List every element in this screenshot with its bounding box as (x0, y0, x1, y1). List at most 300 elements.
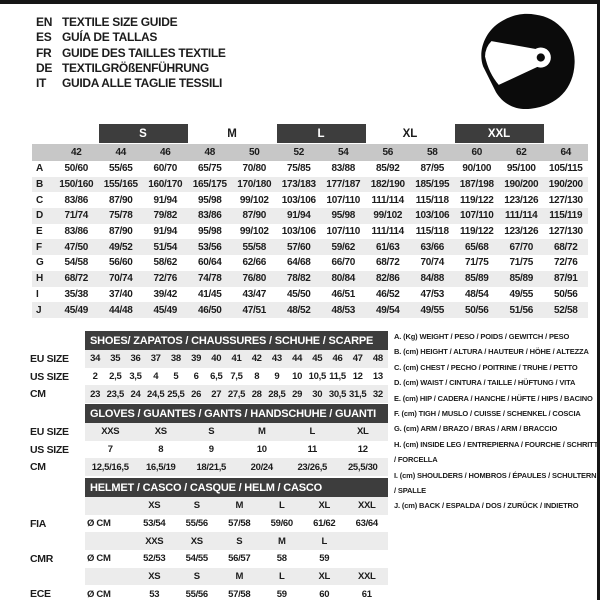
value-cell: 45/49 (153, 304, 178, 316)
value-cell: 182/190 (370, 179, 405, 191)
value-cell: 68/72 (375, 257, 400, 269)
unit-spacer (85, 532, 133, 550)
value-cell: 6,5 (210, 371, 223, 383)
measure-row (32, 208, 588, 224)
value-cell: S (208, 426, 215, 438)
value-cell: 48/52 (286, 304, 311, 316)
value-cell: 87/90 (108, 226, 133, 238)
size-cell: M (235, 571, 244, 583)
legend-item: I. (cm) SHOULDERS / HOMBROS / ÉPAULES / SCHULTERN / SPALLE (394, 470, 597, 496)
size-row (30, 458, 388, 476)
value-cell: 60 (319, 588, 330, 600)
size-col-spacer (54, 124, 99, 143)
language-text: GUIDA ALLE TAGLIE TESSILI (62, 76, 223, 91)
value-cell (346, 550, 389, 568)
value-cell: 25,5 (167, 388, 185, 400)
value-cell: 49/52 (108, 241, 133, 253)
row-label: CM (30, 461, 46, 474)
size-group-header-row (32, 124, 588, 143)
row-label: US SIZE (30, 370, 69, 383)
value-cell: 165/175 (192, 179, 227, 191)
value-cell: 45/49 (64, 304, 89, 316)
value-cell: 115/119 (549, 210, 583, 222)
value-cell: 70/80 (242, 163, 267, 175)
value-cell: 72/76 (153, 273, 178, 285)
row-label: CM (30, 388, 46, 401)
size-cell: XL (318, 571, 331, 583)
numeric-sizes-row (32, 144, 588, 161)
value-cell: XL (356, 426, 369, 438)
row-values (85, 458, 388, 476)
value-cell: 26 (191, 388, 202, 400)
value-cell: 28 (251, 388, 262, 400)
value-cell: 10,5 (308, 371, 326, 383)
value-cell: 187/198 (459, 179, 494, 191)
helmet-values (85, 515, 388, 533)
value-cell: 41/45 (197, 288, 222, 300)
value-cell: 5 (173, 371, 179, 383)
size-cell: 46 (159, 147, 171, 158)
value-cell: 87/91 (553, 273, 578, 285)
value-cell: 99/102 (239, 194, 269, 206)
value-cell: 85/89 (509, 273, 534, 285)
value-cell: 35 (110, 353, 121, 365)
shoes-section (30, 331, 388, 403)
size-cell: 44 (115, 147, 127, 158)
value-cell: 48/54 (464, 288, 489, 300)
legend-item: F. (cm) TIGH / MUSLO / CUISSE / SCHENKEL / COSCIA (394, 409, 581, 419)
value-cell: 87/95 (420, 163, 445, 175)
value-cell: XXS (101, 426, 120, 438)
page-top-border (0, 0, 600, 4)
value-cell: 170/180 (237, 179, 272, 191)
value-cell: 60/64 (197, 257, 222, 269)
value-cell: 95/98 (197, 226, 222, 238)
value-cell: 67/70 (509, 241, 534, 253)
value-cell: 75/85 (286, 163, 311, 175)
size-row (30, 350, 388, 368)
value-cell: 105/115 (549, 163, 583, 175)
value-cell: 61/62 (313, 518, 336, 530)
value-cell: 3,5 (129, 371, 142, 383)
row-label: US SIZE (30, 443, 69, 456)
value-cell: 59/60 (270, 518, 293, 530)
value-cell: 84/88 (420, 273, 445, 285)
value-cell: 115/118 (415, 194, 449, 206)
value-cell: 53/56 (197, 241, 222, 253)
measurement-legend (394, 329, 599, 514)
measure-row (32, 224, 588, 240)
value-cell: 70/74 (108, 273, 133, 285)
value-cell: 75/78 (108, 210, 133, 222)
row-letter: G (36, 257, 44, 269)
size-cell: 62 (515, 147, 527, 158)
value-cell: 83/86 (64, 194, 89, 206)
row-letter: C (36, 194, 43, 206)
value-cell: XS (154, 426, 167, 438)
helmet-size-row (30, 532, 388, 550)
value-cell: 68/72 (64, 273, 89, 285)
value-cell: 12 (352, 371, 363, 383)
value-cell: 42 (251, 353, 262, 365)
value-cell: 83/86 (197, 210, 222, 222)
size-row (30, 368, 388, 386)
value-cell: 123/126 (504, 194, 539, 206)
language-text: TEXTILGRÖßENFÜHRUNG (62, 60, 209, 75)
value-cell: 43 (271, 353, 282, 365)
size-group-xxl: XXL (455, 124, 544, 143)
size-cell: XS (148, 571, 161, 583)
standard-label: ECE (30, 588, 51, 600)
legend-item: J. (cm) BACK / ESPALDA / DOS / ZURÜCK / INDIETRO (394, 501, 579, 511)
legend-item: D. (cm) WAIST / CINTURA / TAILLE / HÜFTUNG / VITA (394, 378, 576, 388)
measure-row (32, 177, 588, 193)
size-cell: 52 (293, 147, 305, 158)
value-cell: 43/47 (242, 288, 267, 300)
size-cell: XS (148, 500, 161, 512)
language-code: IT (36, 76, 47, 91)
value-cell: 49/54 (375, 304, 400, 316)
value-cell: 24,5 (147, 388, 165, 400)
size-cell: L (278, 500, 285, 512)
value-cell: 37 (150, 353, 161, 365)
value-cell: 59/62 (331, 241, 356, 253)
size-cell: 48 (204, 147, 216, 158)
size-cell: 60 (471, 147, 483, 158)
value-cell: 47/51 (242, 304, 267, 316)
language-text: GUIDE DES TAILLES TEXTILE (62, 45, 226, 60)
value-cell: 68/72 (553, 241, 578, 253)
value-cell: 91/94 (153, 226, 178, 238)
value-cell: 12 (357, 444, 368, 456)
value-cell: 45 (312, 353, 323, 365)
language-code: EN (36, 15, 53, 29)
legend-item: C. (cm) CHEST / PECHO / POITRINE / TRUHE / PETTO (394, 362, 578, 372)
value-cell: 56/60 (108, 257, 133, 269)
size-cell: S (193, 500, 200, 512)
value-cell: 58 (276, 553, 287, 565)
value-cell: 85/92 (375, 163, 400, 175)
legend-item: B. (cm) HEIGHT / ALTURA / HAUTEUR / HÖHE / ALTEZZA (394, 347, 589, 357)
value-cell: 2,5 (109, 371, 122, 383)
value-cell: 30 (312, 388, 323, 400)
row-letter: H (36, 273, 43, 285)
value-cell: 50/56 (553, 288, 578, 300)
unit-spacer (85, 568, 133, 586)
value-cell: 53/54 (143, 518, 166, 530)
helmet-value-row (30, 515, 388, 533)
value-cell: 127/130 (548, 194, 583, 206)
size-cell: XL (318, 500, 331, 512)
size-cell (346, 532, 389, 550)
language-row (36, 46, 226, 61)
row-values (85, 350, 388, 368)
row-label: EU SIZE (30, 425, 69, 438)
value-cell: L (309, 426, 315, 438)
measure-row (32, 255, 588, 271)
legend-item: A. (Kg) WEIGHT / PESO / POIDS / GEWITCH / PESO (394, 332, 570, 341)
row-values (85, 385, 388, 403)
value-cell: 63/66 (420, 241, 445, 253)
size-group-m: M (227, 127, 237, 140)
helmet-size-row (30, 568, 388, 586)
value-cell: 34 (90, 353, 101, 365)
value-cell: 36 (130, 353, 141, 365)
value-cell: 4 (153, 371, 159, 383)
value-cell: 190/200 (504, 179, 539, 191)
value-cell: 55/56 (185, 588, 208, 600)
value-cell: 7,5 (230, 371, 243, 383)
size-cell: S (193, 571, 200, 583)
legend-item: E. (cm) HIP / CADERA / HANCHE / HÜFTE / HIPS / BACINO (394, 393, 593, 403)
value-cell: 119/122 (460, 194, 494, 206)
value-cell: 64/68 (286, 257, 311, 269)
value-cell: 63/64 (355, 518, 378, 530)
value-cell: 65/68 (464, 241, 489, 253)
value-cell: 55/58 (242, 241, 267, 253)
value-cell: 55/56 (185, 518, 208, 530)
value-cell: 40 (211, 353, 222, 365)
row-letter: E (36, 226, 43, 238)
value-cell: 103/106 (281, 226, 316, 238)
value-cell: 61 (361, 588, 372, 600)
value-cell: 60/70 (153, 163, 178, 175)
value-cell: 56/57 (228, 553, 251, 565)
measure-row (32, 302, 588, 318)
value-cell: 70/74 (420, 257, 445, 269)
helmet-sizes (85, 532, 388, 550)
language-header-list (36, 15, 226, 91)
value-cell: 99/102 (239, 226, 269, 238)
textile-table-body (32, 161, 588, 318)
value-cell: 46/52 (375, 288, 400, 300)
helmet-section-title: HELMET / CASCO / CASQUE / HELM / CASCO (85, 478, 388, 497)
value-cell: 54/55 (185, 553, 208, 565)
value-cell: 53 (149, 588, 160, 600)
value-cell: 35/38 (64, 288, 89, 300)
value-cell: 9 (274, 371, 280, 383)
row-label-spacer (30, 497, 85, 515)
value-cell: 80/84 (331, 273, 356, 285)
value-cell: 54/58 (64, 257, 89, 269)
value-cell: 95/98 (197, 194, 222, 206)
size-cell: 42 (70, 147, 82, 158)
row-label-spacer (30, 568, 85, 586)
corner-spacer (32, 124, 54, 143)
value-cell: 65/75 (197, 163, 222, 175)
row-letter: J (36, 304, 42, 316)
value-cell: 87/90 (242, 210, 267, 222)
value-cell: 58/62 (153, 257, 178, 269)
size-cell: XXL (357, 571, 376, 583)
value-cell: 55/65 (108, 163, 133, 175)
value-cell: 16,5/19 (145, 461, 176, 473)
size-cell: 54 (337, 147, 349, 158)
value-cell: 50/60 (64, 163, 89, 175)
helmet-sizes (85, 497, 388, 515)
legend-item: H. (cm) INSIDE LEG / ENTREPIERNA / FOURCHE / SCHRITT / FORCELLA (394, 439, 599, 465)
row-values (85, 441, 388, 459)
row-letter: B (36, 179, 43, 191)
size-row (30, 441, 388, 459)
row-label-spacer (30, 532, 85, 550)
value-cell: 107/110 (326, 194, 360, 206)
value-cell: 173/183 (281, 179, 316, 191)
value-cell: 66/70 (331, 257, 356, 269)
value-cell: 127/130 (548, 226, 583, 238)
row-values (85, 368, 388, 386)
size-cell: 64 (560, 147, 572, 158)
gloves-section (30, 404, 388, 476)
value-cell: 74/78 (197, 273, 222, 285)
value-cell: 83/88 (331, 163, 356, 175)
value-cell: 160/170 (148, 179, 183, 191)
value-cell: 11,5 (329, 371, 346, 383)
value-cell: 13 (372, 371, 383, 383)
size-cell: M (277, 535, 286, 547)
value-cell: 111/114 (505, 210, 538, 222)
unit-label: Ø CM (87, 518, 111, 530)
value-cell: 51/56 (509, 304, 534, 316)
size-col-spacer (544, 124, 589, 143)
value-cell: 20/24 (250, 461, 273, 473)
language-code: FR (36, 45, 52, 60)
value-cell: 47/50 (64, 241, 89, 253)
size-cell: 58 (426, 147, 438, 158)
helmet-sizes (85, 568, 388, 586)
size-cell: L (278, 571, 285, 583)
value-cell: 18/21,5 (196, 461, 227, 473)
value-cell: 8 (158, 444, 164, 456)
language-row (36, 30, 226, 45)
value-cell: 39/42 (153, 288, 178, 300)
value-cell: 57/58 (228, 588, 251, 600)
value-cell: 52/58 (553, 304, 578, 316)
value-cell: 11 (307, 444, 317, 456)
value-cell: 111/114 (371, 194, 404, 206)
value-cell: 47 (352, 353, 363, 365)
value-cell: 30,5 (328, 388, 347, 400)
value-cell: 95/100 (506, 163, 536, 175)
value-cell: 71/75 (464, 257, 489, 269)
value-cell: 45/50 (286, 288, 311, 300)
value-cell: 6 (193, 371, 199, 383)
value-cell: 59 (276, 588, 287, 600)
value-cell: 190/200 (548, 179, 583, 191)
value-cell: 2 (92, 371, 98, 383)
language-row (36, 61, 226, 76)
value-cell: 48 (372, 353, 383, 365)
measure-row (32, 161, 588, 177)
value-cell: 72/76 (553, 257, 578, 269)
size-cell: M (235, 500, 244, 512)
size-cell: S (236, 535, 243, 547)
value-cell: 32 (372, 388, 383, 400)
language-code: DE (36, 60, 53, 75)
value-cell: 61/63 (375, 241, 400, 253)
size-cell: XXS (145, 535, 164, 547)
row-letter: A (36, 163, 43, 175)
value-cell: 48/53 (331, 304, 356, 316)
value-cell: 51/54 (153, 241, 178, 253)
gloves-section-title: GLOVES / GUANTES / GANTS / HANDSCHUHE / GUANTI (85, 404, 388, 423)
value-cell: 111/114 (371, 226, 404, 238)
language-text: TEXTILE SIZE GUIDE (62, 15, 178, 29)
size-group-s: S (99, 124, 188, 143)
value-cell: 107/110 (460, 210, 494, 222)
value-cell: 46 (332, 353, 343, 365)
value-cell: 71/74 (64, 210, 89, 222)
value-cell: 87/90 (108, 194, 133, 206)
standard-label: CMR (30, 552, 54, 565)
value-cell: 10 (256, 444, 267, 456)
value-cell: 10 (292, 371, 303, 383)
value-cell: 49/55 (420, 304, 445, 316)
measure-row (32, 192, 588, 208)
value-cell: 150/160 (59, 179, 94, 191)
value-cell: 49/55 (509, 288, 534, 300)
size-group-xl: XL (402, 127, 418, 140)
helmet-size-row (30, 497, 388, 515)
value-cell: 177/187 (326, 179, 361, 191)
language-code: ES (36, 30, 52, 45)
value-cell: 39 (191, 353, 202, 365)
value-cell: 29 (292, 388, 303, 400)
value-cell: 37/40 (108, 288, 133, 300)
value-cell: 79/82 (153, 210, 178, 222)
language-row (36, 76, 226, 91)
value-cell: 62/66 (242, 257, 267, 269)
value-cell: 27 (211, 388, 222, 400)
unit-label: Ø CM (87, 588, 111, 600)
value-cell: 90/100 (462, 163, 492, 175)
value-cell: 46/51 (331, 288, 356, 300)
value-cell: 59 (319, 553, 330, 565)
value-cell: 103/106 (281, 194, 316, 206)
language-text: GUÍA DE TALLAS (62, 30, 158, 45)
measure-row (32, 239, 588, 255)
shoes-rows (30, 350, 388, 403)
value-cell: 47/53 (420, 288, 445, 300)
value-cell: 91/94 (153, 194, 178, 206)
value-cell: 12,5/16,5 (91, 461, 129, 473)
value-cell: 57/60 (286, 241, 311, 253)
row-letter: D (36, 210, 43, 222)
row-letter-spacer (32, 144, 54, 161)
value-cell: 27,5 (227, 388, 246, 400)
value-cell: 155/165 (103, 179, 138, 191)
size-row (30, 423, 388, 441)
value-cell: 71/75 (509, 257, 534, 269)
size-row (30, 385, 388, 403)
value-cell: 52/53 (143, 553, 166, 565)
value-cell: 78/82 (286, 273, 311, 285)
value-cell: 8 (254, 371, 260, 383)
value-cell: 123/126 (504, 226, 539, 238)
size-cell: 50 (248, 147, 260, 158)
legend-item: G. (cm) ARM / BRAZO / BRAS / ARM / BRACCIO (394, 424, 558, 434)
value-cell: 9 (208, 444, 214, 456)
value-cell: 95/98 (331, 210, 356, 222)
value-cell: 23/26,5 (297, 461, 328, 473)
size-cell: L (321, 535, 327, 547)
value-cell: 44/48 (108, 304, 133, 316)
value-cell: 44 (292, 353, 303, 365)
row-letter: F (36, 241, 42, 253)
row-values (85, 423, 388, 441)
value-cell: 103/106 (415, 210, 450, 222)
unit-label: Ø CM (87, 553, 111, 565)
